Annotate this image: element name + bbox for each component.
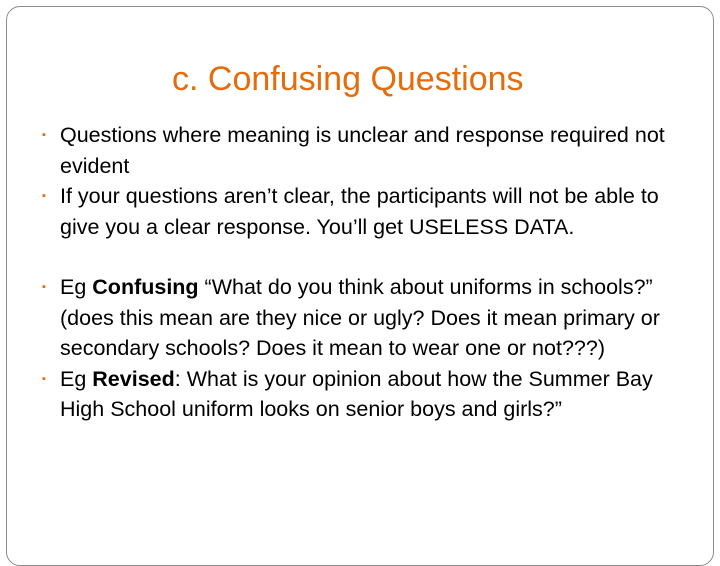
bullet-keyword: Revised [92, 366, 175, 391]
bullet-text: If your questions aren’t clear, the participants will not be able to give you a clear response. You’ll get USELESS DATA. [60, 184, 659, 239]
bullet-item [42, 181, 702, 242]
bullet-text: Questions where meaning is unclear and response required not evident [60, 123, 665, 178]
bullet-marker-icon: ▪ [42, 281, 46, 293]
bullet-keyword: Confusing [92, 275, 199, 299]
slide-title: c. Confusing Questions [172, 60, 524, 98]
bullet-item [42, 120, 702, 181]
bullet-marker-icon: ▪ [42, 129, 46, 141]
bullet-text: “What do you think about uniforms in schools?” (does this mean are they nice or ugly? Does it mean primary or secondary schools? Does it mean to wear one or not???) [60, 275, 660, 360]
bullet-marker-icon: ▪ [42, 372, 46, 385]
bullet-marker-icon: ▪ [42, 190, 46, 202]
bullet-item [42, 272, 702, 364]
bullet-text: : What is your opinion about how the Summer Bay High School uniform looks on senior boys and girls?” [60, 366, 653, 421]
bullet-prefix: Eg [60, 366, 93, 391]
bullet-prefix: Eg [60, 275, 93, 299]
bullet-item [42, 364, 702, 425]
bullet-list [42, 120, 702, 425]
